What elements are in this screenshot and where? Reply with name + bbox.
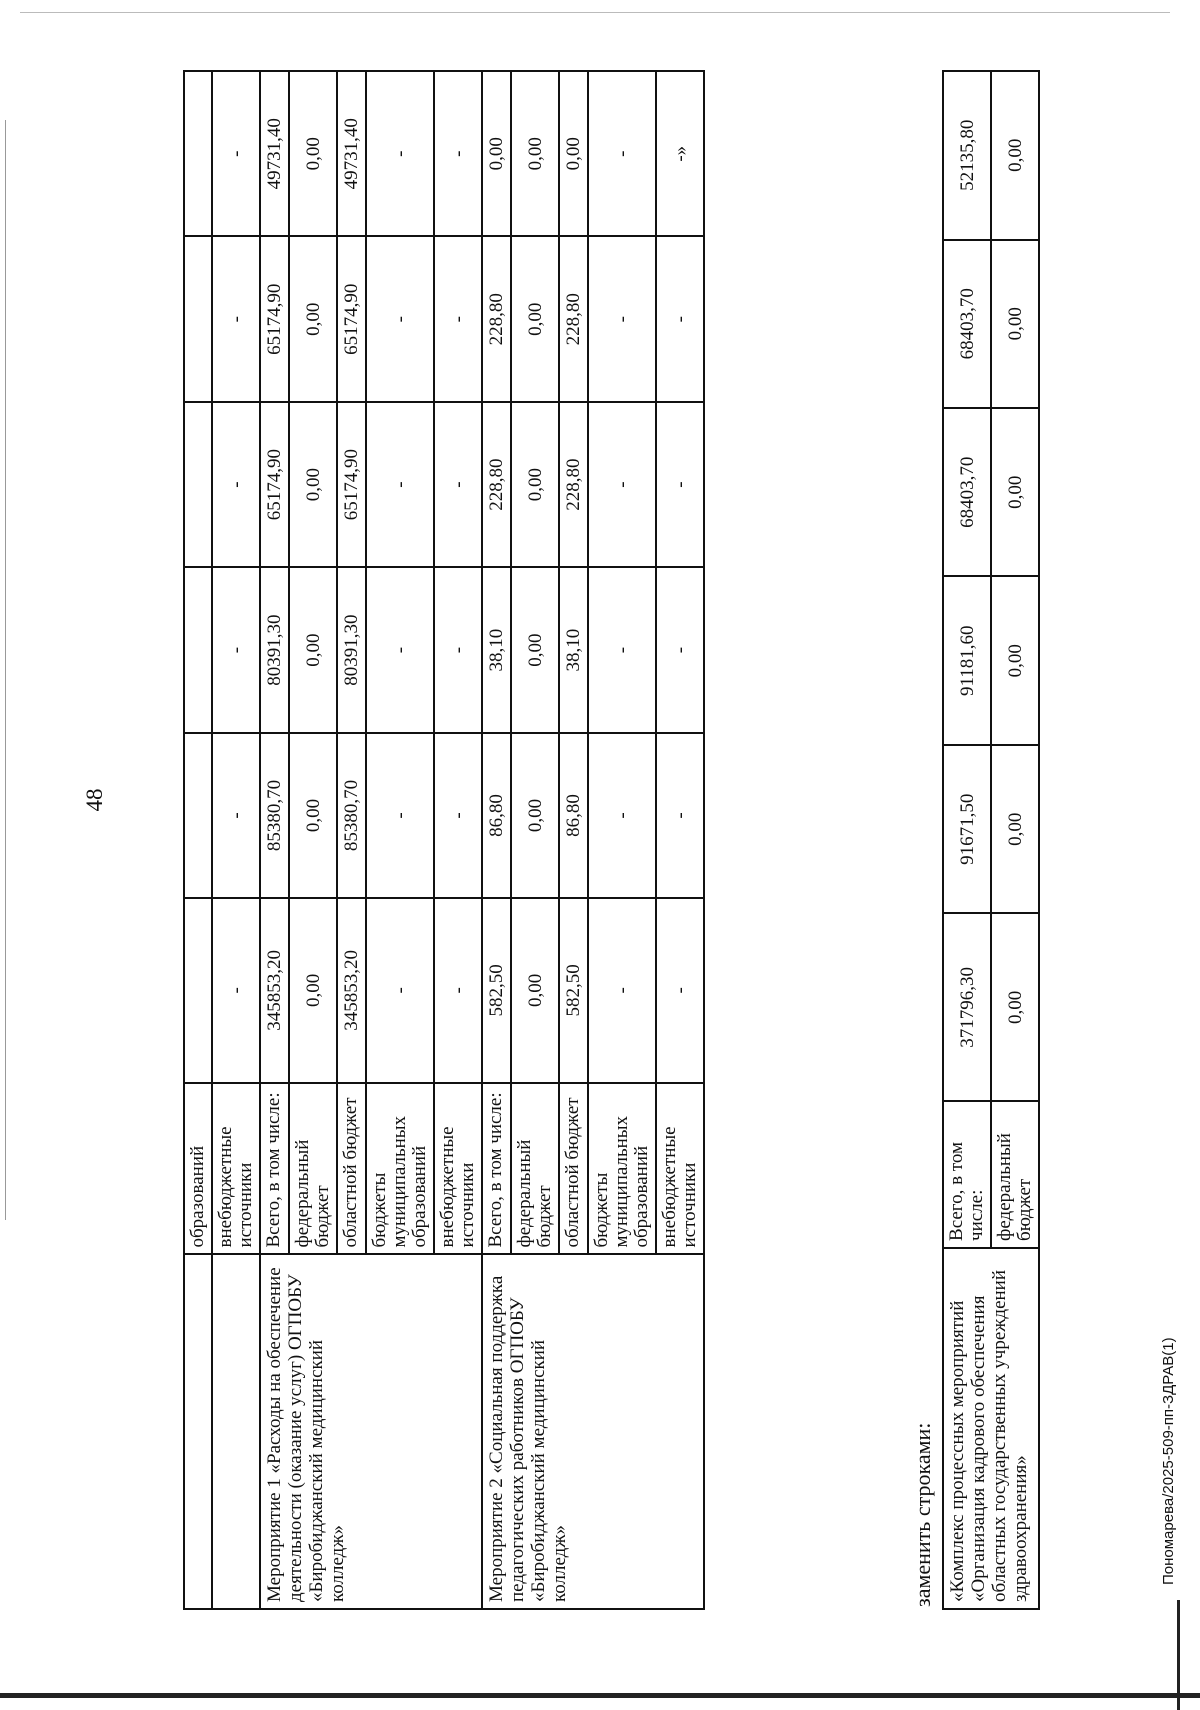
amount-cell: - [588,733,656,898]
amount-cell: 345853,20 [260,898,289,1082]
funding-table [183,70,705,1610]
amount-cell: 0,00 [289,733,337,898]
amount-cell: 0,00 [511,567,559,732]
amount-cell: 0,00 [991,577,1039,745]
amount-cell: - [656,567,704,732]
funding-source-cell: Всего, в том числе: [260,1083,289,1255]
amount-cell: 0,00 [991,240,1039,408]
amount-cell: 0,00 [511,733,559,898]
amount-cell: 0,00 [511,237,559,402]
amount-cell: - [212,567,260,732]
amount-cell: 0,00 [559,71,588,237]
amount-cell [184,237,212,402]
amount-cell: 85380,70 [260,733,289,898]
amount-cell: 80391,30 [337,567,366,732]
amount-cell: 91181,60 [943,577,991,745]
table-row [260,71,289,1609]
amount-cell: - [366,733,434,898]
funding-source-cell: образований [184,1083,212,1255]
funding-source-cell: Всего, в том числе: [943,1101,991,1248]
amount-cell: - [434,898,482,1082]
amount-cell: - [588,402,656,567]
amount-cell: 0,00 [511,898,559,1082]
replacement-table [942,70,1040,1610]
amount-cell: - [434,237,482,402]
funding-source-cell: федеральный бюджет [511,1083,559,1255]
page-number: 48 [82,788,107,812]
amount-cell: - [588,567,656,732]
amount-cell: - [588,71,656,237]
amount-cell: 0,00 [511,71,559,237]
amount-cell: 0,00 [289,71,337,237]
amount-cell: 0,00 [991,71,1039,240]
amount-cell: - [212,71,260,237]
event-cell: Мероприятие 2 «Социальная поддержка педагогических работников ОГПОБУ «Биробиджанский медицинский колледж» [482,1255,704,1610]
amount-cell [184,71,212,237]
amount-cell: - [434,71,482,237]
event-cell: «Комплекс процессных мероприятий «Организация кадрового обеспечения областных государственных учреждений здравоохранения» [943,1248,1039,1609]
amount-cell: - [366,567,434,732]
amount-cell: - [212,237,260,402]
amount-cell: -» [656,71,704,237]
table-row [943,71,991,1609]
amount-cell: - [656,402,704,567]
table-row [212,71,260,1609]
amount-cell: 0,00 [482,71,511,237]
amount-cell: - [366,71,434,237]
amount-cell: 86,80 [482,733,511,898]
amount-cell: - [434,733,482,898]
funding-source-cell: бюджеты муниципальных образований [366,1083,434,1255]
amount-cell: 85380,70 [337,733,366,898]
funding-source-cell: внебюджетные источники [212,1083,260,1255]
funding-source-cell: Всего, в том числе: [482,1083,511,1255]
amount-cell: 65174,90 [260,402,289,567]
amount-cell: 0,00 [289,567,337,732]
amount-cell: 86,80 [559,733,588,898]
amount-cell: 345853,20 [337,898,366,1082]
amount-cell: 0,00 [511,402,559,567]
amount-cell: 371796,30 [943,913,991,1101]
amount-cell: - [212,898,260,1082]
amount-cell: - [656,898,704,1082]
amount-cell: 228,80 [559,237,588,402]
amount-cell: 49731,40 [260,71,289,237]
event-cell [212,1255,260,1610]
amount-cell: 0,00 [289,237,337,402]
amount-cell: 228,80 [482,402,511,567]
amount-cell: 65174,90 [260,237,289,402]
amount-cell: 91671,50 [943,745,991,913]
amount-cell: 65174,90 [337,402,366,567]
event-cell: Мероприятие 1 «Расходы на обеспечение деятельности (оказание услуг) ОГПОБУ «Биробиджанский медицинский колледж» [260,1255,482,1610]
amount-cell: - [366,402,434,567]
amount-cell: 0,00 [991,745,1039,913]
amount-cell [184,402,212,567]
amount-cell [184,567,212,732]
amount-cell: - [588,898,656,1082]
funding-source-cell: внебюджетные источники [656,1083,704,1255]
funding-source-cell: областной бюджет [559,1083,588,1255]
document-code: Пономарева/2025-509-пп-ЗДРАВ(1) [1160,1337,1177,1585]
funding-source-cell: областной бюджет [337,1083,366,1255]
amount-cell: 228,80 [482,237,511,402]
amount-cell: - [366,898,434,1082]
amount-cell: 0,00 [991,913,1039,1101]
funding-source-cell: федеральный бюджет [991,1101,1039,1248]
amount-cell: 582,50 [482,898,511,1082]
amount-cell: 582,50 [559,898,588,1082]
amount-cell [184,898,212,1082]
amount-cell [184,733,212,898]
amount-cell: 68403,70 [943,240,991,408]
amount-cell: - [656,237,704,402]
amount-cell: - [212,733,260,898]
replace-lines-heading: заменить строками: [910,1422,935,1607]
amount-cell: 65174,90 [337,237,366,402]
funding-source-cell: федеральный бюджет [289,1083,337,1255]
funding-source-cell: бюджеты муниципальных образований [588,1083,656,1255]
amount-cell: 0,00 [289,402,337,567]
amount-cell: 0,00 [991,408,1039,576]
amount-cell: - [434,402,482,567]
amount-cell: 68403,70 [943,408,991,576]
amount-cell: - [434,567,482,732]
amount-cell: 80391,30 [260,567,289,732]
amount-cell: 38,10 [482,567,511,732]
table-row [184,71,212,1609]
amount-cell: 49731,40 [337,71,366,237]
amount-cell: 228,80 [559,402,588,567]
table-row [482,71,511,1609]
amount-cell: 0,00 [289,898,337,1082]
amount-cell: 52135,80 [943,71,991,240]
amount-cell: 38,10 [559,567,588,732]
amount-cell: - [366,237,434,402]
amount-cell: - [212,402,260,567]
amount-cell: - [656,733,704,898]
amount-cell: - [588,237,656,402]
event-cell [184,1255,212,1610]
funding-source-cell: внебюджетные источники [434,1083,482,1255]
